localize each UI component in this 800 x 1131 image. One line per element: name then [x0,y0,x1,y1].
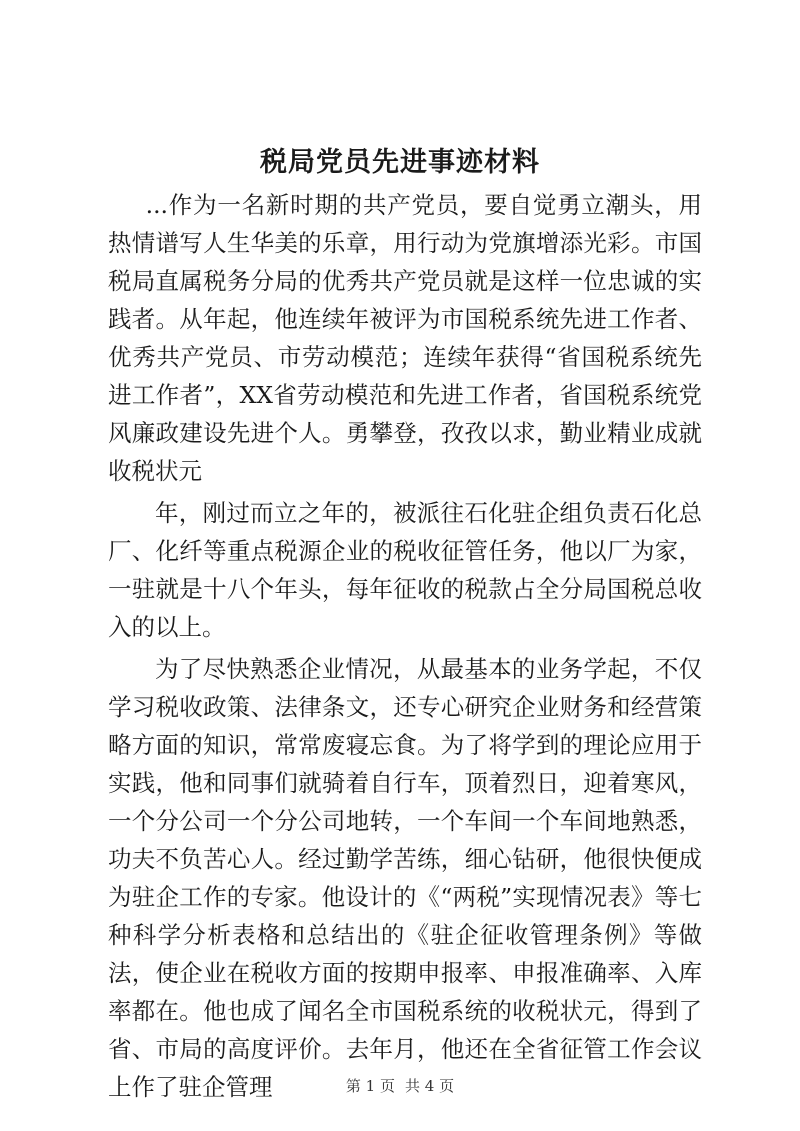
document-body [108,186,702,1106]
page-number: 第 1 页 [345,1077,395,1095]
paragraph-assignment: 年，刚过而立之年的，被派往石化驻企组负责石化总厂、化纤等重点税源企业的税收征管任务，他以厂为家，一驻就是十八个年头，每年征收的税款占全分局国税总收入的以上。 [108,499,702,641]
page-total: 共 4 页 [405,1077,455,1095]
page-footer [0,1075,800,1096]
paragraph-intro: ...作为一名新时期的共产党员，要自觉勇立潮头，用热情谱写人生华美的乐章，用行动为党旗增添光彩。市国税局直属税务分局的优秀共产党员就是这样一位忠诚的实践者。从年起，他连续年被评为市国税系统先进工作者、优秀共产党员、市劳动模范；连续年获得“省国税系统先进工作者”，XX省劳动模范和先进工作者，省国税系统党风廉政建设先进个人。勇攀登，孜孜以求，勤业精业成就收税状元 [108,191,702,485]
document-title: 税局党员先进事迹材料 [260,147,540,178]
paragraph-study: 为了尽快熟悉企业情况，从最基本的业务学起，不仅学习税收政策、法律条文，还专心研究企业财务和经营策略方面的知识，常常废寝忘食。为了将学到的理论应用于实践，他和同事们就骑着自行车，顶着烈日，迎着寒风，一个分公司一个分公司地转，一个车间一个车间地熟悉，功夫不负苦心人。经过勤学苦练，细心钻研，他很快便成为驻企工作的专家。他设计的《“两税”实现情况表》等七种科学分析表格和总结出的《驻企征收管理条例》等做法，使企业在税收方面的按期申报率、申报准确率、入库率都在。他也成了闻名全市国税系统的收税状元，得到了省、市局的高度评价。去年月，他还在全省征管工作会议上作了驻企管理 [108,655,702,1101]
